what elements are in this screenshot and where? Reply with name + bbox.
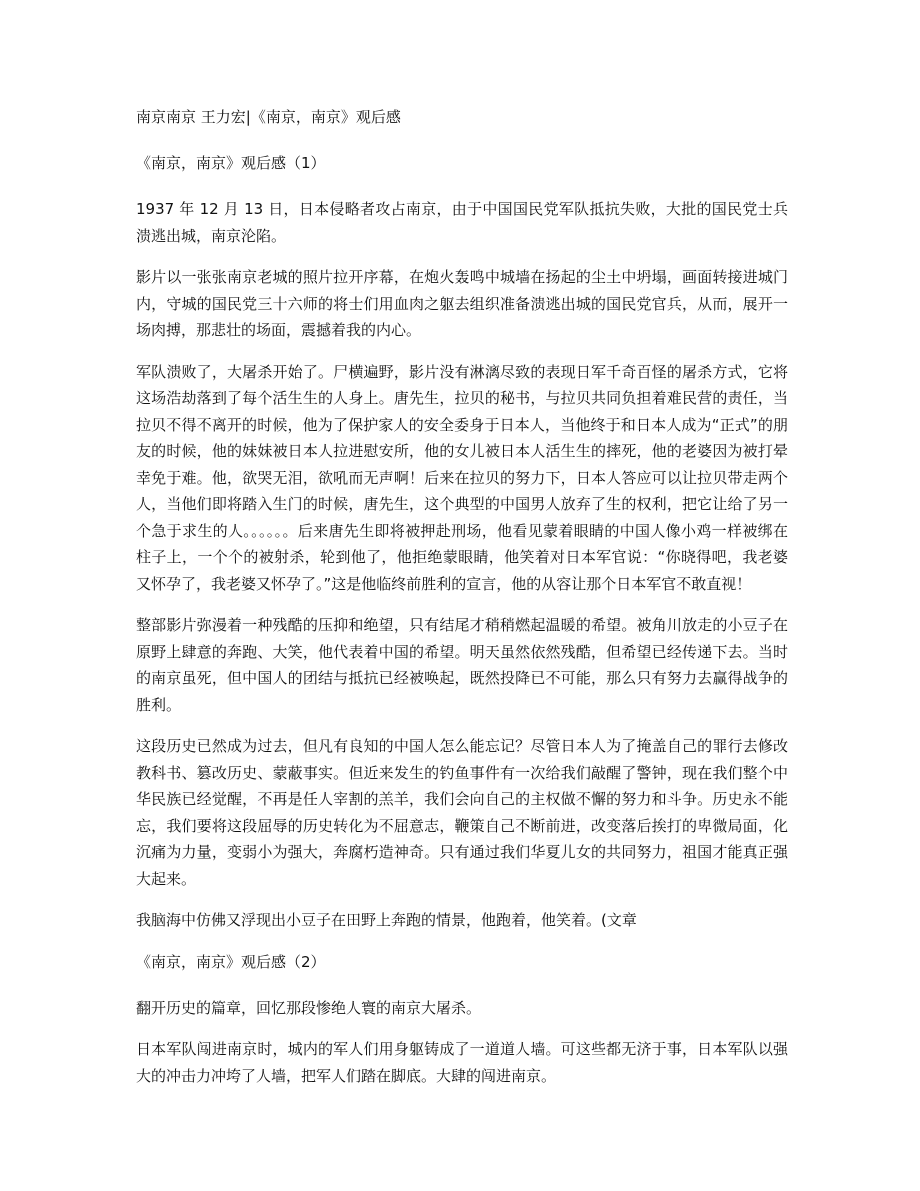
paragraph: 这段历史已然成为过去，但凡有良知的中国人怎么能忘记？尽管日本人为了掩盖自己的罪行去修改教科书、篡改历史、蒙蔽事实。但近来发生的钓鱼事件有一次给我们敲醒了警钟，现在我们整个中华民族已经觉醒，不再是任人宰割的羔羊，我们会向自己的主权做不懈的努力和斗争。历史永不能忘，我们要将这段屈辱的历史转化为不屈意志，鞭策自己不断前进，改变落后挨打的卑微局面，化沉痛为力量，变弱小为强大，奔腐朽造神奇。只有通过我们华夏儿女的共同努力，祖国才能真正强大起来。 [136,737,788,888]
paragraph: 1937 年 12 月 13 日，日本侵略者攻占南京，由于中国国民党军队抵抗失败，大批的国民党士兵溃逃出城，南京沦陷。 [136,200,788,245]
section-heading: 《南京，南京》观后感（1） [136,154,326,172]
paragraph: 军队溃败了，大屠杀开始了。尸横遍野，影片没有淋漓尽致的表现日军千奇百怪的屠杀方式，它将这场浩劫落到了每个活生生的人身上。唐先生，拉贝的秘书，与拉贝共同负担着难民营的责任，当拉贝不得不离开的时候，他为了保护家人的安全委身于日本人，当他终于和日本人成为“正式”的朋友的时候，他的妹妹被日本人拉进慰安所，他的女儿被日本人活生生的摔死，他的老婆因为被打晕幸免于难。他，欲哭无泪，欲吼而无声啊！后来在拉贝的努力下，日本人答应可以让拉贝带走两个人，当他们即将踏入生门的时候，唐先生，这个典型的中国男人放弃了生的权利，把它让给了另一个急于求生的人。。。。。。后来唐先生即将被押赴刑场，他看见蒙着眼睛的中国人像小鸡一样被绑在柱子上，一个个的被射杀，轮到他了，他拒绝蒙眼睛，他笑着对日本军官说：“你晓得吧，我老婆又怀孕了，我老婆又怀孕了。”这是他临终前胜利的宣言，他的从容让那个日本军官不敢直视！ [136,362,788,593]
paragraph: 整部影片弥漫着一种残酷的压抑和绝望，只有结尾才稍稍燃起温暖的希望。被角川放走的小豆子在原野上肆意的奔跑、大笑，他代表着中国的希望。明天虽然依然残酷，但希望已经传递下去。当时的南京虽死，但中国人的团结与抵抗已经被唤起，既然投降已不可能，那么只有努力去赢得战争的胜利。 [136,616,788,714]
paragraph: 我脑海中仿佛又浮现出小豆子在田野上奔跑的情景，他跑着，他笑着。(文章 [136,911,637,929]
paragraph: 日本军队闯进南京时，城内的军人们用身躯铸成了一道道人墙。可这些都无济于事，日本军队以强大的冲击力冲垮了人墙，把军人们踏在脚底。大肆的闯进南京。 [136,1040,788,1085]
document-title: 南京南京 王力宏|《南京，南京》观后感 [136,108,401,126]
section-heading: 《南京，南京》观后感（2） [136,952,326,971]
paragraph: 影片以一张张南京老城的照片拉开序幕，在炮火轰鸣中城墙在扬起的尘土中坍塌，画面转接进城门内，守城的国民党三十六师的将士们用血肉之躯去组织准备溃逃出城的国民党官兵，从而，展开一场肉搏，那悲壮的场面，震撼着我的内心。 [136,268,788,339]
paragraph: 翻开历史的篇章，回忆那段惨绝人寰的南京大屠杀。 [136,998,482,1017]
document-page [136,104,788,1104]
